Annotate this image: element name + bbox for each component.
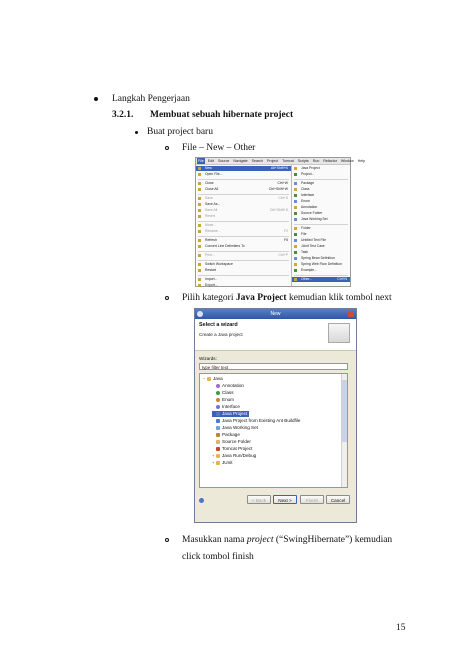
enum-icon [216, 398, 220, 402]
tree-item-junit[interactable] [212, 460, 232, 466]
tree-item-java-project-from-existing-ant-buildfile[interactable] [212, 418, 300, 424]
file-menu-item-label: New [205, 166, 212, 170]
menu-item-icon [198, 230, 201, 233]
new-submenu-item[interactable] [292, 199, 350, 204]
menu-item-icon [198, 215, 201, 218]
wizard-tree[interactable] [199, 373, 348, 488]
menubar-item-edit[interactable]: Edit [207, 159, 214, 163]
file-menu-item-label: Open File... [205, 172, 223, 176]
new-item-icon [294, 278, 297, 281]
tree-scrollbar[interactable] [341, 374, 347, 487]
new-item-icon [294, 227, 297, 230]
menu-separator [198, 194, 289, 195]
sub-title: Buat project baru [147, 127, 213, 137]
tree-item-label: Java Run/Debug [222, 453, 257, 458]
new-submenu-item-label: Spring Web Flow Definition [301, 262, 342, 266]
menu-shortcut: Ctrl+P [278, 253, 288, 257]
new-submenu-item[interactable] [292, 238, 350, 243]
new-wizard-screenshot [194, 308, 357, 523]
file-menu-item[interactable] [196, 262, 291, 267]
new-submenu-item[interactable] [292, 187, 350, 192]
filter-input[interactable]: type filter text [199, 363, 348, 370]
file-menu-item-label: Close All [205, 187, 219, 191]
new-submenu-item-label: Example... [301, 268, 318, 272]
menu-item-icon [198, 203, 201, 206]
section-title: Membuat sebuah hibernate project [150, 110, 294, 120]
menu-item-icon [198, 197, 201, 200]
menubar-item-search[interactable]: Search [251, 159, 263, 163]
tree-item-label: Java Project from Existing Ant Buildfile [222, 418, 301, 423]
step-3-prefix: Masukkan nama [182, 535, 247, 545]
menu-shortcut: F2 [284, 229, 288, 233]
new-submenu-item[interactable] [292, 244, 350, 249]
file-menu [196, 165, 292, 286]
project-icon [216, 419, 220, 423]
annotation-icon [216, 384, 220, 388]
menu-separator [198, 236, 289, 237]
folder-icon [207, 377, 211, 381]
step-3-line-2: click tombol finish [182, 552, 254, 562]
step-2-prefix: Pilih kategori [182, 293, 236, 303]
tree-item-enum[interactable] [212, 397, 234, 403]
file-menu-item-label: Save As... [205, 202, 221, 206]
step-3-italic: project [246, 535, 274, 545]
new-submenu-item-label: Class [301, 187, 310, 191]
menu-shortcut: Ctrl+N [337, 277, 347, 281]
new-submenu-item-label: Source Folder [301, 211, 323, 215]
tree-item-interface[interactable] [212, 404, 240, 410]
package-icon [216, 433, 220, 437]
tree-twisty-icon[interactable]: − [203, 376, 206, 381]
new-item-icon [294, 200, 297, 203]
file-menu-item-label: Rename... [205, 229, 221, 233]
tree-item-label: Java Working Set [222, 425, 258, 430]
new-submenu-item-label: Task [301, 250, 308, 254]
tree-item-label: Java [213, 376, 223, 381]
new-submenu-item[interactable] [292, 211, 350, 216]
file-menu-item[interactable] [196, 277, 291, 282]
workingset-icon [216, 426, 220, 430]
menubar-item-refactor[interactable]: Refactor [323, 159, 337, 163]
menu-separator [198, 179, 289, 180]
heading-langkah: Langkah Pengerjaan [112, 94, 190, 104]
file-menu-item-label: Switch Workspace [205, 262, 233, 266]
file-menu-item[interactable] [196, 268, 291, 273]
step-marker-1 [165, 146, 169, 150]
eclipse-new-menu-screenshot [195, 157, 366, 287]
new-submenu-item[interactable] [292, 217, 350, 222]
file-menu-item-label: Import... [205, 277, 218, 281]
file-menu-item[interactable] [196, 187, 291, 192]
new-submenu-item-label: Interface [301, 193, 315, 197]
menu-separator [198, 260, 289, 261]
file-menu-item[interactable] [196, 253, 291, 258]
eclipse-menubar [196, 158, 366, 165]
new-submenu-item-label: Java Working Set [301, 217, 328, 221]
new-submenu-item[interactable] [292, 205, 350, 210]
tree-item-label: Enum [222, 397, 235, 402]
tree-twisty-icon[interactable]: + [212, 453, 215, 458]
new-item-icon [294, 212, 297, 215]
file-menu-item[interactable] [196, 166, 291, 171]
new-submenu-item[interactable] [292, 172, 350, 177]
menubar-item-scripts[interactable]: Scripts [297, 159, 309, 163]
step-2-bold: Java Project [235, 293, 287, 303]
menu-shortcut: F5 [284, 238, 288, 242]
new-submenu-item-label: Annotation [301, 205, 318, 209]
file-menu-item[interactable] [196, 208, 291, 213]
tree-twisty-icon[interactable]: + [212, 460, 215, 465]
new-item-icon [294, 245, 297, 248]
menu-item-icon [198, 254, 201, 257]
new-item-icon [294, 206, 297, 209]
new-submenu-item-label: Project... [301, 172, 315, 176]
menu-shortcut: Alt+Shift+N [270, 166, 288, 170]
file-menu-item-label: Restart [205, 268, 216, 272]
wizard-title-bar [195, 309, 356, 319]
file-menu-item[interactable] [196, 202, 291, 207]
tree-item-label: Java Project [222, 411, 248, 416]
step-3-line-1 [182, 534, 392, 546]
tree-item-label: Tomcat Project [222, 446, 253, 451]
menubar-item-project[interactable]: Project [266, 159, 279, 163]
step-marker-2 [165, 296, 169, 300]
file-menu-item-label: Revert [205, 214, 215, 218]
project-icon [216, 412, 220, 416]
new-submenu-item-label: Folder [301, 226, 311, 230]
file-menu-item[interactable] [196, 172, 291, 177]
list-bullet [94, 97, 98, 101]
wizard-window-title: New [270, 311, 281, 317]
file-menu-item-label: Move... [205, 223, 217, 227]
new-submenu-item-other[interactable] [292, 277, 350, 282]
step-3-suffix: (“SwingHibernate”) kemudian [273, 535, 393, 545]
file-menu-item[interactable] [196, 181, 291, 186]
menubar-item-window[interactable]: Window [340, 159, 354, 163]
menu-shortcut: Ctrl+S [278, 196, 288, 200]
menubar-item-navigate[interactable]: Navigate [233, 159, 248, 163]
menubar-item-help[interactable]: Help [357, 159, 366, 163]
menu-item-icon [198, 167, 201, 170]
new-submenu-item-label: Java Project [301, 166, 320, 170]
tree-item-tomcat-project[interactable] [212, 446, 252, 452]
new-item-icon [294, 194, 297, 197]
menu-separator [198, 221, 289, 222]
wizard-header [195, 319, 356, 351]
close-icon[interactable] [348, 311, 354, 317]
menu-item-icon [198, 182, 201, 185]
new-submenu-item[interactable] [292, 226, 350, 231]
new-item-icon [294, 239, 297, 242]
file-menu-item-label: Save All [205, 208, 218, 212]
file-menu-item-label: Save [205, 196, 213, 200]
tree-scroll-thumb[interactable] [342, 380, 347, 442]
step-2-suffix: kemudian klik tombol next [286, 293, 392, 303]
new-item-icon [294, 218, 297, 221]
section-number: 3.2.1. [112, 110, 134, 120]
class-icon [216, 391, 220, 395]
wizard-buttons [195, 495, 356, 507]
interface-icon [216, 405, 220, 409]
wizards-label: Wizards: [199, 356, 217, 361]
menu-separator [294, 224, 348, 225]
new-submenu [292, 165, 350, 286]
tree-item-label: Annotation [222, 383, 244, 388]
menu-item-icon [198, 269, 201, 272]
tree-item-package[interactable] [212, 432, 240, 438]
new-submenu-item-label: Package [301, 181, 315, 185]
page-number: 15 [396, 623, 406, 633]
menu-shortcut: Ctrl+W [277, 181, 288, 185]
new-submenu-item-label: JUnit Test Case [301, 244, 325, 248]
new-item-icon [294, 263, 297, 266]
wizard-header-title: Select a wizard [199, 322, 238, 328]
new-submenu-item-label: Other... [301, 277, 313, 281]
new-item-icon [294, 167, 297, 170]
sub-bullet [135, 131, 138, 134]
cancel-button[interactable]: Cancel [326, 495, 350, 504]
tree-item-label: Package [222, 432, 240, 437]
new-item-icon [294, 188, 297, 191]
tree-item-label: Source Folder [222, 439, 251, 444]
tree-item-label: JUnit [222, 460, 233, 465]
menu-item-icon [198, 188, 201, 191]
tree-item-java-working-set[interactable] [212, 425, 258, 431]
file-menu-item[interactable] [196, 229, 291, 234]
menu-item-icon [198, 239, 201, 242]
menu-item-icon [198, 209, 201, 212]
new-item-icon [294, 233, 297, 236]
file-menu-item-label: Refresh [205, 238, 217, 242]
wizard-banner-icon [328, 323, 350, 343]
finish-button[interactable]: Finish [300, 495, 324, 504]
folder-icon [216, 454, 220, 458]
menubar-item-run[interactable]: Run [312, 159, 320, 163]
wizard-header-desc: Create a Java project [199, 332, 243, 337]
menu-item-icon [198, 278, 201, 281]
menu-shortcut: Ctrl+Shift+S [269, 208, 288, 212]
file-menu-item[interactable] [196, 214, 291, 219]
menubar-item-file[interactable]: File [198, 159, 204, 163]
tree-item-class[interactable] [212, 390, 234, 396]
step-2-text [182, 292, 392, 304]
new-submenu-item[interactable] [292, 166, 350, 171]
tree-item-java-project[interactable] [212, 411, 249, 417]
file-menu-item[interactable] [196, 244, 291, 249]
menu-item-icon [198, 263, 201, 266]
new-item-icon [294, 251, 297, 254]
new-submenu-item[interactable] [292, 193, 350, 198]
menu-item-icon [198, 284, 201, 287]
menubar-item-tomcat[interactable]: Tomcat [282, 159, 294, 163]
tomcat-icon [216, 447, 220, 451]
new-submenu-item-label: Untitled Text File [301, 238, 326, 242]
file-menu-item[interactable] [196, 223, 291, 228]
menu-separator [294, 275, 348, 276]
menu-item-icon [198, 245, 201, 248]
new-submenu-item[interactable] [292, 256, 350, 261]
step-1-text: File – New – Other [182, 143, 256, 153]
new-submenu-item[interactable] [292, 262, 350, 267]
new-submenu-item[interactable] [292, 232, 350, 237]
folder-icon [216, 440, 220, 444]
new-item-icon [294, 173, 297, 176]
menu-separator [198, 251, 289, 252]
back-button[interactable]: < Back [247, 495, 271, 504]
new-item-icon [294, 257, 297, 260]
menu-shortcut: Ctrl+Shift+W [268, 187, 288, 191]
new-submenu-item[interactable] [292, 268, 350, 273]
menu-item-icon [198, 224, 201, 227]
tree-item-label: Interface [222, 404, 240, 409]
new-submenu-item-label: Spring Bean Definition [301, 256, 335, 260]
new-submenu-item-label: File [301, 232, 307, 236]
menu-separator [294, 179, 348, 180]
file-menu-item-label: Export... [205, 283, 218, 287]
tree-item-source-folder[interactable] [212, 439, 251, 445]
new-item-icon [294, 269, 297, 272]
file-menu-item-label: Close [205, 181, 214, 185]
new-item-icon [294, 182, 297, 185]
file-menu-item[interactable] [196, 196, 291, 201]
file-menu-item[interactable] [196, 283, 291, 288]
file-menu-item-label: Convert Line Delimiters To [205, 244, 245, 248]
new-submenu-item[interactable] [292, 250, 350, 255]
menubar-item-source[interactable]: Source [218, 159, 230, 163]
tree-item-label: Class [222, 390, 234, 395]
step-marker-3 [165, 538, 169, 542]
new-submenu-item-label: Enum [301, 199, 310, 203]
tree-item-java-run-debug[interactable] [212, 453, 256, 459]
folder-icon [216, 461, 220, 465]
next-button[interactable]: Next > [273, 495, 297, 504]
file-menu-item[interactable] [196, 238, 291, 243]
file-menu-item-label: Print... [205, 253, 215, 257]
new-submenu-item[interactable] [292, 181, 350, 186]
tree-item-annotation[interactable] [212, 383, 244, 389]
tree-item-java[interactable] [203, 376, 223, 382]
menu-item-icon [198, 173, 201, 176]
menu-separator [198, 275, 289, 276]
